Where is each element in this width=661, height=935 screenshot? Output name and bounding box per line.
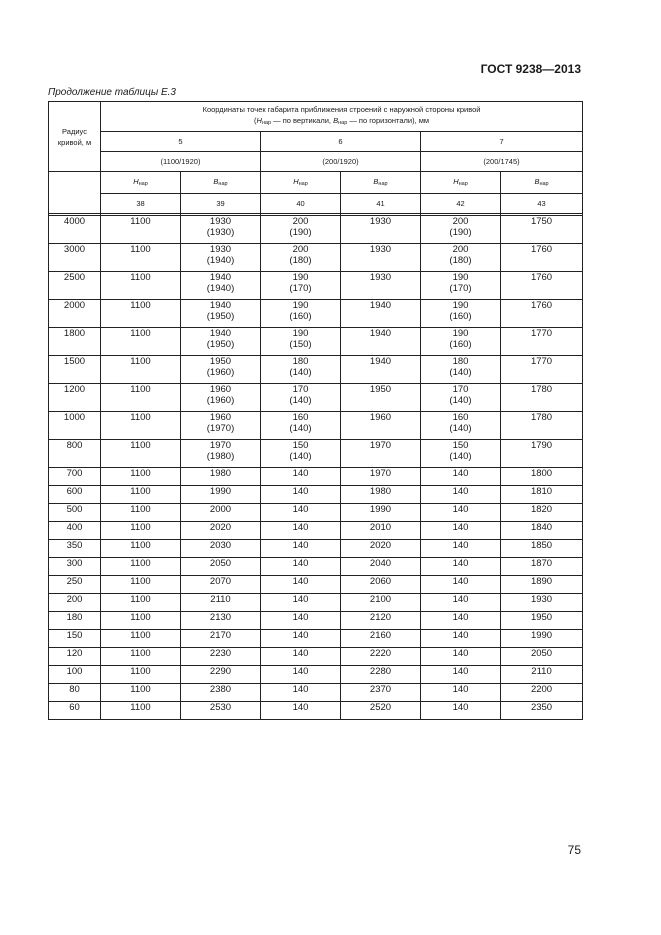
value-cell: 1100 <box>101 412 181 440</box>
value-cell: 2160 <box>341 630 421 648</box>
value-cell: 1100 <box>101 666 181 684</box>
value-cell: 200 (190) <box>261 216 341 244</box>
coordinates-legend: (Hнар — по вертикали, Bнар — по горизонтали), мм <box>253 116 430 126</box>
group-number-6: 6 <box>261 132 421 152</box>
value-cell: 2100 <box>341 594 421 612</box>
value-cell: 140 <box>261 540 341 558</box>
value-cell: 1950 (1960) <box>181 356 261 384</box>
value-cell: 1840 <box>501 522 583 540</box>
radius-cell: 200 <box>49 594 101 612</box>
table-body <box>49 216 583 720</box>
value-cell: 1760 <box>501 272 583 300</box>
table-row <box>49 540 583 558</box>
value-cell: 190 (170) <box>261 272 341 300</box>
value-cell: 140 <box>261 684 341 702</box>
value-cell: 1100 <box>101 594 181 612</box>
radius-cell: 1500 <box>49 356 101 384</box>
value-cell: 170 (140) <box>261 384 341 412</box>
value-cell: 1960 (1970) <box>181 412 261 440</box>
radius-column-header <box>49 102 101 172</box>
value-cell: 1100 <box>101 328 181 356</box>
radius-cell: 4000 <box>49 216 101 244</box>
value-cell: 140 <box>261 648 341 666</box>
col-number: 38 <box>101 194 181 214</box>
value-cell: 1930 (1940) <box>181 244 261 272</box>
radius-cell: 2500 <box>49 272 101 300</box>
value-cell: 2050 <box>501 648 583 666</box>
table-row <box>49 666 583 684</box>
value-cell: 1100 <box>101 576 181 594</box>
value-cell: 2520 <box>341 702 421 720</box>
col-number: 43 <box>501 194 583 214</box>
value-cell: 150 (140) <box>261 440 341 468</box>
radius-cell: 1200 <box>49 384 101 412</box>
value-cell: 1930 <box>501 594 583 612</box>
table-header <box>49 102 583 216</box>
value-cell: 140 <box>421 504 501 522</box>
value-cell: 1100 <box>101 216 181 244</box>
col-label-38: Hнар <box>101 172 181 194</box>
value-cell: 1940 <box>341 356 421 384</box>
value-cell: 140 <box>261 504 341 522</box>
table-row <box>49 504 583 522</box>
value-cell: 160 (140) <box>261 412 341 440</box>
value-cell: 140 <box>261 522 341 540</box>
value-cell: 190 (160) <box>421 328 501 356</box>
col-number: 40 <box>261 194 341 214</box>
value-cell: 1100 <box>101 540 181 558</box>
value-cell: 2120 <box>341 612 421 630</box>
value-cell: 1100 <box>101 272 181 300</box>
table-row <box>49 648 583 666</box>
value-cell: 2040 <box>341 558 421 576</box>
value-cell: 170 (140) <box>421 384 501 412</box>
value-cell: 1100 <box>101 300 181 328</box>
value-cell: 2130 <box>181 612 261 630</box>
value-cell: 150 (140) <box>421 440 501 468</box>
radius-cell: 600 <box>49 486 101 504</box>
value-cell: 140 <box>261 630 341 648</box>
table-row <box>49 522 583 540</box>
value-cell: 140 <box>261 612 341 630</box>
value-cell: 1890 <box>501 576 583 594</box>
value-cell: 1940 <box>341 300 421 328</box>
value-cell: 1780 <box>501 412 583 440</box>
value-cell: 2070 <box>181 576 261 594</box>
document-id: ГОСТ 9238—2013 <box>480 62 581 76</box>
table-row <box>49 612 583 630</box>
value-cell: 2370 <box>341 684 421 702</box>
col-number: 42 <box>421 194 501 214</box>
value-cell: 2020 <box>341 540 421 558</box>
value-cell: 1980 <box>341 486 421 504</box>
table-row <box>49 384 583 412</box>
value-cell: 1800 <box>501 468 583 486</box>
value-cell: 1790 <box>501 440 583 468</box>
coordinates-header <box>101 102 583 132</box>
table-row <box>49 216 583 244</box>
value-cell: 140 <box>421 702 501 720</box>
col-label-41: Bнар <box>341 172 421 194</box>
radius-cell: 100 <box>49 666 101 684</box>
page-number: 75 <box>567 843 581 857</box>
value-cell: 140 <box>421 594 501 612</box>
value-cell: 1820 <box>501 504 583 522</box>
radius-cell: 120 <box>49 648 101 666</box>
value-cell: 1770 <box>501 356 583 384</box>
radius-cell: 80 <box>49 684 101 702</box>
value-cell: 1960 <box>341 412 421 440</box>
table-row <box>49 272 583 300</box>
value-cell: 2020 <box>181 522 261 540</box>
table-row <box>49 630 583 648</box>
value-cell: 140 <box>421 576 501 594</box>
value-cell: 160 (140) <box>421 412 501 440</box>
value-cell: 140 <box>421 630 501 648</box>
clearance-table <box>48 101 583 720</box>
value-cell: 140 <box>261 702 341 720</box>
radius-label-line-2: кривой, м <box>57 137 92 147</box>
value-cell: 2110 <box>501 666 583 684</box>
value-cell: 2380 <box>181 684 261 702</box>
value-cell: 2030 <box>181 540 261 558</box>
value-cell: 1100 <box>101 440 181 468</box>
table-row <box>49 594 583 612</box>
value-cell: 1810 <box>501 486 583 504</box>
radius-cell: 180 <box>49 612 101 630</box>
radius-spacer <box>49 172 101 214</box>
table-row <box>49 244 583 272</box>
value-cell: 1100 <box>101 468 181 486</box>
table-row <box>49 684 583 702</box>
radius-cell: 1000 <box>49 412 101 440</box>
value-cell: 140 <box>421 558 501 576</box>
value-cell: 2000 <box>181 504 261 522</box>
table-row <box>49 486 583 504</box>
value-cell: 2010 <box>341 522 421 540</box>
value-cell: 1100 <box>101 522 181 540</box>
value-cell: 1750 <box>501 216 583 244</box>
value-cell: 1940 (1940) <box>181 272 261 300</box>
value-cell: 1100 <box>101 384 181 412</box>
value-cell: 1850 <box>501 540 583 558</box>
value-cell: 1100 <box>101 702 181 720</box>
value-cell: 140 <box>261 468 341 486</box>
value-cell: 140 <box>421 522 501 540</box>
value-cell: 1770 <box>501 328 583 356</box>
radius-cell: 1800 <box>49 328 101 356</box>
value-cell: 140 <box>421 540 501 558</box>
value-cell: 1100 <box>101 684 181 702</box>
value-cell: 1930 <box>341 272 421 300</box>
table-row <box>49 702 583 720</box>
value-cell: 1780 <box>501 384 583 412</box>
value-cell: 140 <box>421 666 501 684</box>
value-cell: 2170 <box>181 630 261 648</box>
table-row <box>49 356 583 384</box>
radius-cell: 350 <box>49 540 101 558</box>
value-cell: 200 (180) <box>261 244 341 272</box>
radius-cell: 700 <box>49 468 101 486</box>
radius-cell: 800 <box>49 440 101 468</box>
value-cell: 190 (150) <box>261 328 341 356</box>
value-cell: 140 <box>261 558 341 576</box>
value-cell: 1100 <box>101 356 181 384</box>
radius-cell: 300 <box>49 558 101 576</box>
value-cell: 1100 <box>101 504 181 522</box>
table-row <box>49 558 583 576</box>
value-cell: 200 (180) <box>421 244 501 272</box>
value-cell: 140 <box>261 594 341 612</box>
value-cell: 1990 <box>181 486 261 504</box>
coordinates-title: Координаты точек габарита приближения строений с наружной стороны кривой <box>202 105 481 114</box>
value-cell: 2060 <box>341 576 421 594</box>
value-cell: 1100 <box>101 558 181 576</box>
table-row <box>49 468 583 486</box>
value-cell: 1970 <box>341 440 421 468</box>
value-cell: 1990 <box>341 504 421 522</box>
value-cell: 1930 (1930) <box>181 216 261 244</box>
value-cell: 200 (190) <box>421 216 501 244</box>
value-cell: 2230 <box>181 648 261 666</box>
value-cell: 2280 <box>341 666 421 684</box>
col-label-40: Hнар <box>261 172 341 194</box>
col-label-42: Hнар <box>421 172 501 194</box>
value-cell: 1100 <box>101 630 181 648</box>
value-cell: 2220 <box>341 648 421 666</box>
value-cell: 180 (140) <box>421 356 501 384</box>
col-number: 39 <box>181 194 261 214</box>
value-cell: 1950 <box>501 612 583 630</box>
value-cell: 190 (160) <box>261 300 341 328</box>
radius-cell: 250 <box>49 576 101 594</box>
radius-cell: 3000 <box>49 244 101 272</box>
value-cell: 140 <box>421 612 501 630</box>
value-cell: 2350 <box>501 702 583 720</box>
value-cell: 140 <box>261 486 341 504</box>
value-cell: 1980 <box>181 468 261 486</box>
col-number: 41 <box>341 194 421 214</box>
value-cell: 1940 (1950) <box>181 328 261 356</box>
group-dims-6: (200/1920) <box>261 152 421 172</box>
value-cell: 1970 (1980) <box>181 440 261 468</box>
value-cell: 1100 <box>101 648 181 666</box>
value-cell: 1970 <box>341 468 421 486</box>
value-cell: 140 <box>421 684 501 702</box>
value-cell: 1100 <box>101 486 181 504</box>
value-cell: 140 <box>421 486 501 504</box>
col-label-43: Bнар <box>501 172 583 194</box>
radius-cell: 150 <box>49 630 101 648</box>
value-cell: 1930 <box>341 244 421 272</box>
radius-cell: 500 <box>49 504 101 522</box>
group-dims-7: (200/1745) <box>421 152 583 172</box>
col-label-39: Bнар <box>181 172 261 194</box>
radius-cell: 60 <box>49 702 101 720</box>
value-cell: 1760 <box>501 300 583 328</box>
value-cell: 1960 (1960) <box>181 384 261 412</box>
value-cell: 1870 <box>501 558 583 576</box>
group-dims-5: (1100/1920) <box>101 152 261 172</box>
table-row <box>49 440 583 468</box>
value-cell: 190 (160) <box>421 300 501 328</box>
radius-label-line-1: Радиус <box>62 126 87 136</box>
value-cell: 1760 <box>501 244 583 272</box>
value-cell: 2110 <box>181 594 261 612</box>
table-row <box>49 328 583 356</box>
value-cell: 140 <box>421 468 501 486</box>
value-cell: 1100 <box>101 244 181 272</box>
value-cell: 2200 <box>501 684 583 702</box>
group-number-7: 7 <box>421 132 583 152</box>
value-cell: 2290 <box>181 666 261 684</box>
value-cell: 1990 <box>501 630 583 648</box>
table-row <box>49 300 583 328</box>
table-row <box>49 576 583 594</box>
value-cell: 2530 <box>181 702 261 720</box>
value-cell: 1100 <box>101 612 181 630</box>
value-cell: 2050 <box>181 558 261 576</box>
value-cell: 1930 <box>341 216 421 244</box>
value-cell: 140 <box>421 648 501 666</box>
radius-cell: 2000 <box>49 300 101 328</box>
table-row <box>49 412 583 440</box>
value-cell: 180 (140) <box>261 356 341 384</box>
value-cell: 140 <box>261 666 341 684</box>
value-cell: 190 (170) <box>421 272 501 300</box>
table-caption: Продолжение таблицы Е.3 <box>48 87 176 98</box>
value-cell: 1940 (1950) <box>181 300 261 328</box>
value-cell: 1950 <box>341 384 421 412</box>
radius-cell: 400 <box>49 522 101 540</box>
group-number-5: 5 <box>101 132 261 152</box>
value-cell: 1940 <box>341 328 421 356</box>
value-cell: 140 <box>261 576 341 594</box>
